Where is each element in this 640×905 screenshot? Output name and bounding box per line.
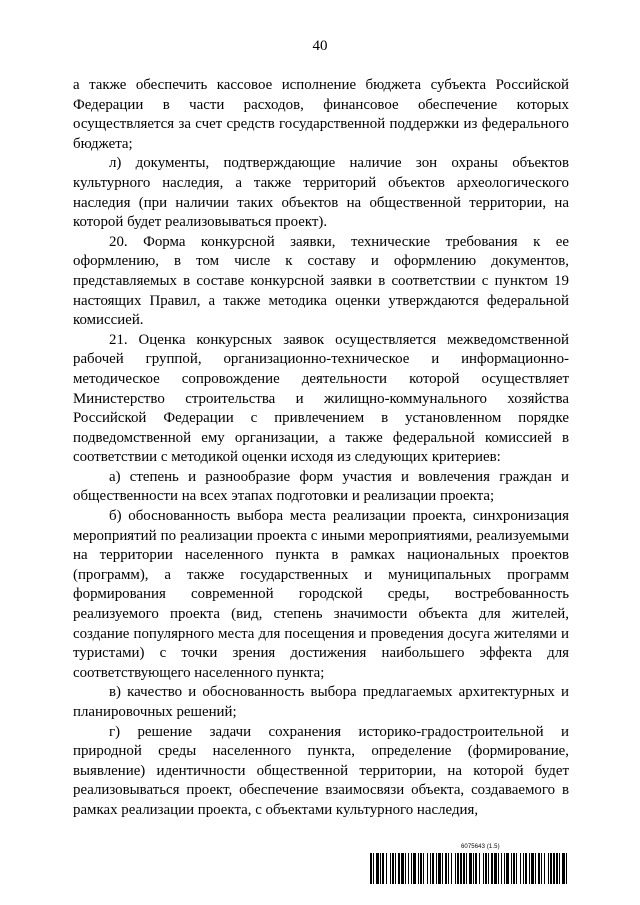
paragraph-item-v: в) качество и обоснованность выбора предлагаемых архитектурных и планировочных решений; (73, 684, 569, 720)
page-number: 40 (312, 38, 328, 54)
document-stamp: 6075643 (1.5) (461, 844, 500, 850)
paragraph-item-l: л) документы, подтверждающие наличие зон охраны объектов культурного наследия, а также территорий объектов археологического наследия (при наличии таких объектов на общественной территории, на которой будет реализовываться проект). (73, 155, 569, 231)
paragraph-clause-20: 20. Форма конкурсной заявки, технические требования к ее оформлению, в том числе к составу и оформлению документов, представляемых в составе конкурсной заявки в соответствии с пунктом 19 настоящих Правил, а также методика оценки утверждаются федеральной комиссией. (73, 233, 569, 329)
barcode-icon (370, 853, 568, 884)
paragraph-clause-21: 21. Оценка конкурсных заявок осуществляется межведомственной рабочей группой, организационно-техническое и информационно-методическое сопровождение деятельности которой осуществляет Министерство строительства и жилищно-коммунального хозяйства Российской Федерации с привлечением в установленном порядке подведомственной ему организации, а также федеральной комиссией в соответствии с методикой оценки исходя из следующих критериев: (73, 331, 569, 466)
paragraph-continuation: а также обеспечить кассовое исполнение бюджета субъекта Российской Федерации в части расходов, финансовое обеспечение которых осуществляется за счет средств государственной поддержки из федерального бюджета; (73, 77, 569, 152)
body-text (73, 76, 569, 821)
paragraph-item-b: б) обоснованность выбора места реализации проекта, синхронизация мероприятий по реализации проекта с иными мероприятиями, реализуемыми на территории населенного пункта в рамках национальных проектов (программ), а также государственных и муниципальных программ формирования современной городской среды, востребованность реализуемого проекта (вид, степень значимости объекта для жителей, создание популярного места для посещения и проведения досуга жителями и туристами) с точки зрения достижения наибольшего эффекта для соответствующего населенного пункта; (73, 508, 569, 681)
paragraph-item-g: г) решение задачи сохранения историко-градостроительной и природной среды населенного пункта, определение (формирование, выявление) идентичности общественной территории, на которой будет реализовываться проект, обеспечение взаимосвязи объекта, создаваемого в рамках реализации проекта, с объектами культурного наследия, (73, 723, 569, 818)
paragraph-item-a: а) степень и разнообразие форм участия и вовлечения граждан и общественности на всех этапах подготовки и реализации проекта; (73, 468, 569, 505)
